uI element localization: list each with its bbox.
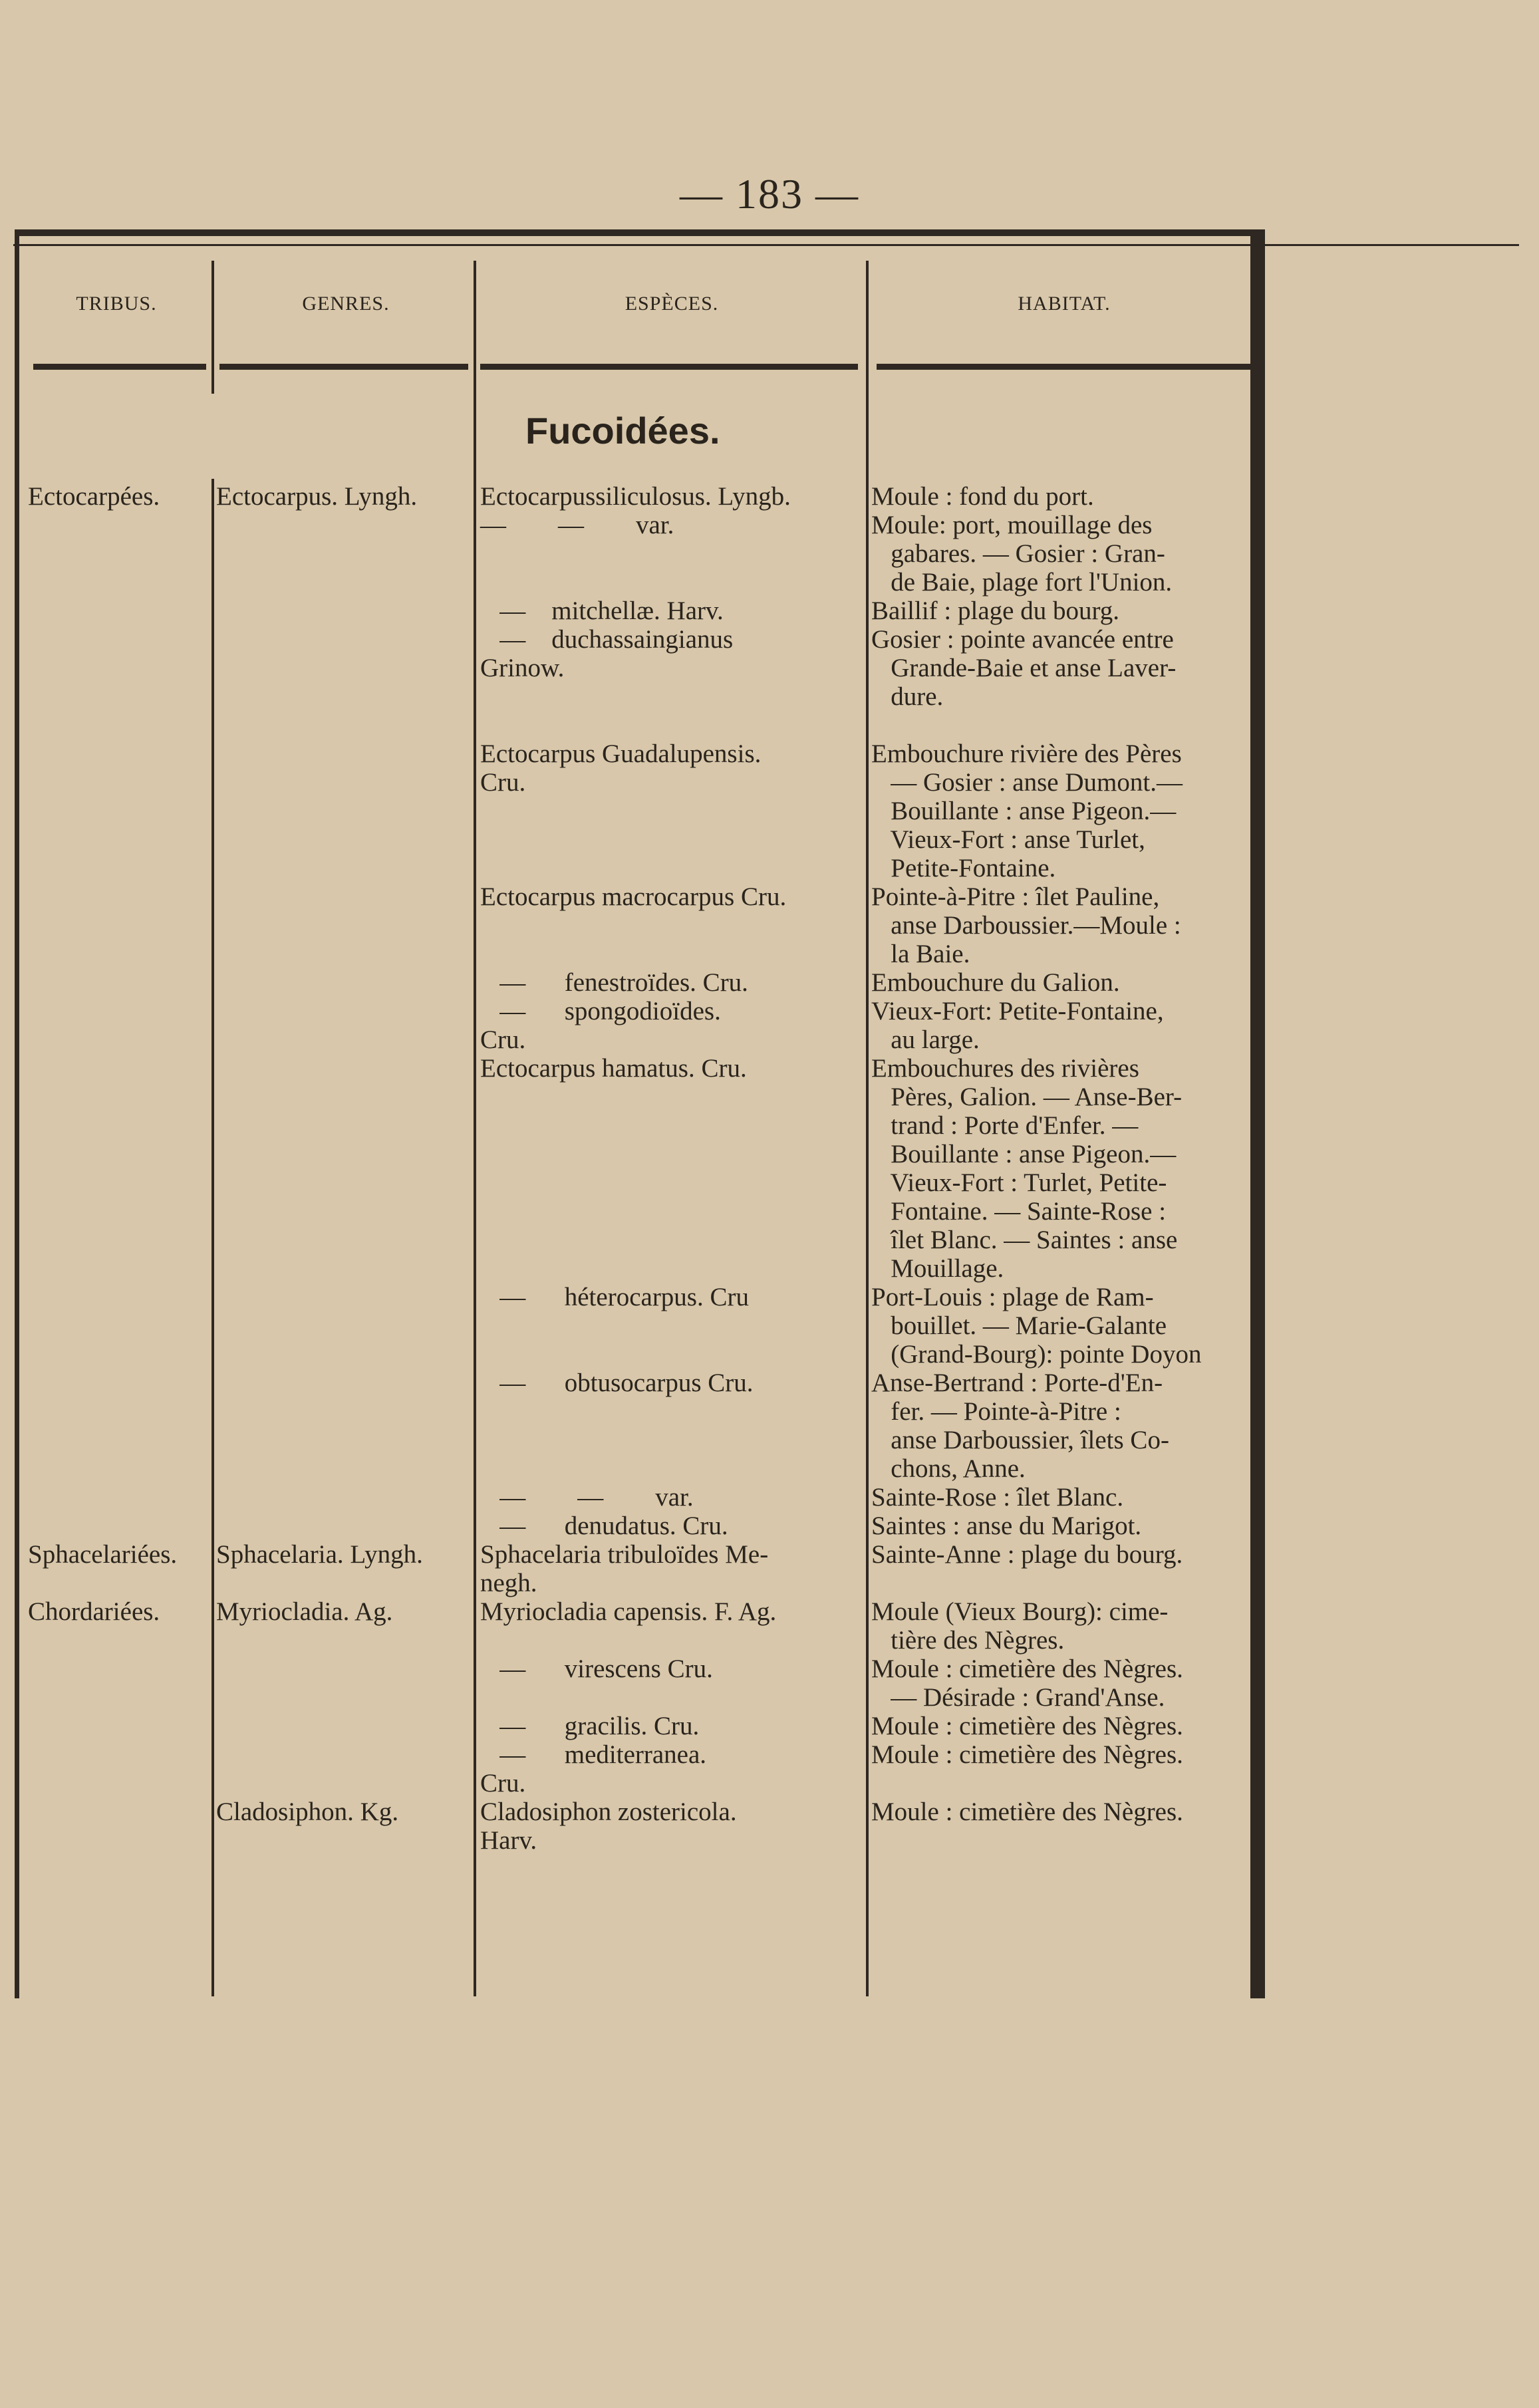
espece-cell: Ectocarpus Guadalupensis. Cru. [480,739,762,797]
espece-cell: — — var. [480,1483,694,1512]
column-header-tribus: TRIBUS. [76,293,157,315]
espece-cell: Ectocarpus macrocarpus Cru. [480,882,787,911]
habitat-cell: Embouchure du Galion. [871,968,1120,997]
espece-cell: Cladosiphon zostericola. Harv. [480,1798,737,1855]
habitat-cell: Port-Louis : plage de Ram- bouillet. — Marie-Galante (Grand-Bourg): pointe Doyon [871,1283,1202,1369]
page-number: — 183 — [680,170,859,217]
espece-cell: Sphacelaria tribuloïdes Me- negh. [480,1540,769,1597]
espece-cell: — gracilis. Cru. [480,1712,700,1740]
header-rule-especes [480,364,858,370]
table-top-rule [13,244,1519,246]
habitat-cell: Vieux-Fort: Petite-Fontaine, au large. [871,997,1164,1054]
habitat-cell: Moule: port, mouillage des gabares. — Gosier : Gran- de Baie, plage fort l'Union. [871,511,1173,597]
column-divider-1 [211,261,214,394]
espece-cell: — virescens Cru. [480,1655,713,1683]
genre-cell: Sphacelaria. Lyngh. [216,1540,423,1569]
espece-cell: — mitchellæ. Harv. [480,597,724,625]
header-rule-habitat [877,364,1254,370]
espece-cell: — héterocarpus. Cru [480,1283,749,1311]
habitat-cell: Embouchure rivière des Pères — Gosier : anse Dumont.— Bouillante : anse Pigeon.— Vieux-Fort : anse Turlet, Petite-Fontaine. [871,739,1183,882]
espece-cell: — mediterranea. Cru. [480,1740,707,1798]
column-divider-3 [866,261,869,1996]
habitat-cell: Moule : cimetière des Nègres. — Désirade : Grand'Anse. [871,1655,1183,1712]
habitat-cell: Pointe-à-Pitre : îlet Pauline, anse Darboussier.—Moule : la Baie. [871,882,1181,968]
habitat-cell: Gosier : pointe avancée entre Grande-Baie et anse Laver- dure. [871,625,1177,711]
habitat-cell: Moule : fond du port. [871,482,1094,511]
habitat-cell: Moule : cimetière des Nègres. [871,1798,1183,1826]
column-header-genres: GENRES. [302,293,390,315]
habitat-cell: Saintes : anse du Marigot. [871,1512,1142,1540]
genre-cell: Ectocarpus. Lyngh. [216,482,418,511]
espece-cell: — — var. [480,511,674,539]
header-rule-genres [219,364,468,370]
habitat-cell: Embouchures des rivières Pères, Galion. — Anse-Ber- trand : Porte d'Enfer. — Bouillante : anse Pigeon.— Vieux-Fort : Turlet, Petite- Fontaine. — Sainte-Rose : îlet Blanc. — Saintes : anse Mouillage. [871,1054,1183,1283]
habitat-cell: Moule (Vieux Bourg): cime- tière des Nègres. [871,1597,1169,1655]
espece-cell: Myriocladia capensis. F. Ag. [480,1597,777,1626]
column-divider-1-lower [211,479,214,1996]
tribu-cell: Ectocarpées. [28,482,160,511]
espece-cell: — spongodioïdes. Cru. [480,997,721,1054]
habitat-cell: Sainte-Anne : plage du bourg. [871,1540,1183,1569]
tribu-cell: Sphacelariées. [28,1540,178,1569]
column-header-especes: ESPÈCES. [625,293,719,315]
espece-cell: Ectocarpussiliculosus. Lyngb. [480,482,791,511]
espece-cell: — duchassaingianus Grinow. [480,625,734,682]
espece-cell: — denudatus. Cru. [480,1512,728,1540]
header-rule-tribus [33,364,206,370]
habitat-cell: Baillif : plage du bourg. [871,597,1119,625]
genre-cell: Myriocladia. Ag. [216,1597,393,1626]
habitat-cell: Anse-Bertrand : Porte-d'En- fer. — Pointe-à-Pitre : anse Darboussier, îlets Co- chons, Anne. [871,1369,1169,1483]
section-title: Fucoidées. [525,410,720,452]
espece-cell: — obtusocarpus Cru. [480,1369,754,1397]
habitat-cell: Sainte-Rose : îlet Blanc. [871,1483,1124,1512]
habitat-cell: Moule : cimetière des Nègres. [871,1712,1183,1740]
column-divider-2 [474,261,476,1996]
genre-cell: Cladosiphon. Kg. [216,1798,399,1826]
tribu-cell: Chordariées. [28,1597,160,1626]
column-header-habitat: HABITAT. [1018,293,1111,315]
espece-cell: Ectocarpus hamatus. Cru. [480,1054,747,1083]
espece-cell: — fenestroïdes. Cru. [480,968,748,997]
habitat-cell: Moule : cimetière des Nègres. [871,1740,1183,1769]
